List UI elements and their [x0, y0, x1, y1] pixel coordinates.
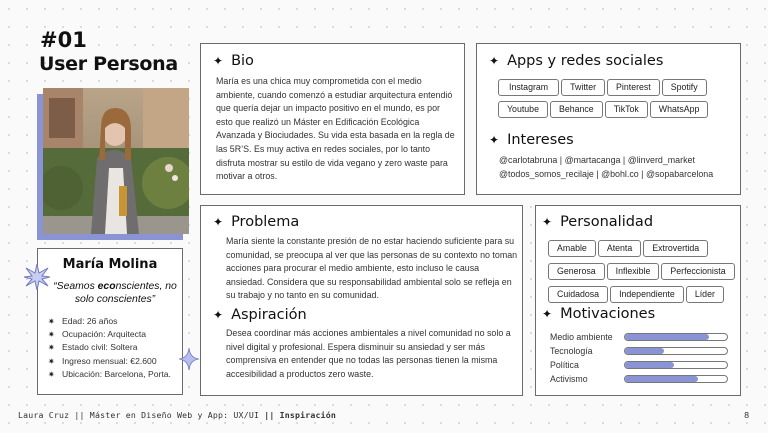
problem-text: María siente la constante presión de no estar haciendo suficiente para su comunidad, se preocupa al ver que las personas de su contexto no toman acciones para procurar el medio ambiente, esto incluso le causa ansiedad. Considera que su responsabilidad ambiental solo se refleja en su trabajo y no tanto en su comunidad.	[226, 236, 518, 301]
motivations-heading	[542, 306, 655, 322]
app-tag: TikTok	[605, 101, 648, 118]
apps-title: Apps y redes sociales	[507, 53, 664, 69]
motivations-title: Motivaciones	[560, 306, 656, 322]
apps-tags	[498, 77, 738, 121]
apps-heading	[489, 53, 663, 69]
motivation-row	[550, 344, 728, 358]
footer-credits	[18, 410, 336, 420]
aspiration-text: Desea coordinar más acciones ambientales a nivel comunidad no solo a nivel digital y profesional. Espera disminuir su ansiedad y ser más comprensiva en entender que no todas las personas tienen la misma accesibilidad a productos zero waste.	[226, 328, 511, 379]
trait-tag: Generosa	[548, 263, 605, 280]
app-tag: WhatsApp	[650, 101, 709, 118]
personality-row	[548, 284, 740, 306]
apps-card	[476, 43, 741, 195]
persona-number: #01	[40, 28, 87, 52]
bio-card	[200, 43, 465, 195]
page-number: 8	[744, 410, 750, 420]
star-icon: ✦	[213, 54, 224, 68]
persona-name: María Molina	[62, 257, 158, 272]
trait-tag: Extrovertida	[643, 240, 708, 257]
app-tag: Instagram	[498, 79, 559, 96]
interests-title: Intereses	[507, 132, 574, 148]
bullet-icon: ✷	[48, 330, 55, 340]
fact-item: ✷ Estado civil: Soltera	[48, 341, 180, 354]
motivation-fill	[625, 376, 698, 382]
profile-photo-image	[43, 88, 189, 234]
apps-row	[498, 99, 738, 121]
page-title: User Persona	[39, 53, 178, 75]
trait-tag: Amable	[548, 240, 596, 257]
trait-tag: Independiente	[610, 286, 684, 303]
motivation-track	[624, 375, 728, 383]
app-tag: Twitter	[561, 79, 605, 96]
motivation-row	[550, 372, 728, 386]
app-tag: Youtube	[498, 101, 548, 118]
motivation-track	[624, 333, 728, 341]
fact-item: ✷ Ubicación: Barcelona, Porta.	[48, 368, 180, 381]
motivation-fill	[625, 362, 674, 368]
app-tag: Behance	[550, 101, 603, 118]
personality-tags	[548, 238, 740, 306]
personality-row	[548, 261, 740, 283]
quote-bold: eco	[97, 281, 116, 292]
profile-card	[37, 248, 183, 395]
trait-tag: Atenta	[598, 240, 641, 257]
persona-facts	[48, 315, 180, 381]
trait-tag: Perfeccionista	[661, 263, 734, 280]
star-icon: ✦	[542, 215, 553, 229]
motivation-label: Medio ambiente	[550, 332, 613, 342]
motivation-fill	[625, 348, 664, 354]
quote-pre: “Seamos	[53, 281, 98, 292]
bullet-icon: ✷	[48, 369, 55, 379]
star-icon: ✦	[489, 54, 500, 68]
personality-title: Personalidad	[560, 214, 654, 230]
bio-text: María es una chica muy comprometida con el medio ambiente, cuando comenzó a estudiar arquitectura entendió que quería dejar un impacto positivo en el mundo, es por esto que realizó un Máster en Edificación Ecológica Avanzada y Biociudades. Su vida esta basada en la regla de las 5R’S. Es muy activa en redes sociales, por lo tanto disfruta mostrar su estilo de vida vegano y zero waste para motivar a otros.	[216, 76, 455, 182]
trait-tag: Líder	[686, 286, 724, 303]
motivation-track	[624, 361, 728, 369]
star-icon: ✦	[489, 133, 500, 147]
aspiration-title: Aspiración	[231, 307, 307, 323]
star-icon: ✦	[213, 215, 224, 229]
sparkle-icon	[179, 348, 199, 370]
trait-tag: Inflexible	[607, 263, 660, 280]
personality-row	[548, 238, 740, 260]
app-tag: Pinterest	[607, 79, 660, 96]
trait-tag: Cuidadosa	[548, 286, 608, 303]
footer-section: || Inspiración	[264, 410, 337, 420]
footer-text: Laura Cruz || Máster en Diseño Web y App: UX/UI	[18, 410, 265, 420]
personality-heading	[542, 214, 653, 230]
fact-item: ✷ Ocupación: Arquitecta	[48, 328, 180, 341]
motivation-row	[550, 330, 728, 344]
fact-item: ✷ Ingreso mensual: €2.600	[48, 355, 180, 368]
bullet-icon: ✷	[48, 317, 55, 326]
motivation-track	[624, 347, 728, 355]
bio-heading	[213, 53, 254, 69]
star-icon: ✦	[542, 307, 553, 321]
motivation-label: Política	[550, 360, 579, 370]
problem-heading	[213, 214, 299, 230]
quote-post: nscientes, no solo conscientes”	[74, 281, 177, 305]
profile-photo	[43, 88, 189, 234]
star-icon: ✦	[213, 308, 224, 322]
bullet-icon: ✷	[48, 356, 55, 366]
motivation-label: Tecnología	[550, 346, 593, 356]
starburst-icon	[24, 264, 50, 290]
motivation-fill	[625, 334, 709, 340]
interests-line-1: @carlotabruna | @martacanga | @linverd_market	[499, 155, 695, 165]
motivations-list	[550, 330, 728, 386]
persona-quote	[52, 280, 178, 306]
fact-item: ✷ Edad: 26 años	[48, 315, 180, 328]
interests-heading	[489, 132, 574, 148]
bullet-icon: ✷	[48, 343, 55, 353]
app-tag: Spotify	[662, 79, 707, 96]
problem-card	[200, 205, 523, 396]
motivation-row	[550, 358, 728, 372]
personality-card	[535, 205, 741, 396]
bio-title: Bio	[231, 53, 254, 69]
apps-row	[498, 77, 738, 99]
motivation-label: Activismo	[550, 374, 588, 384]
problem-title: Problema	[231, 214, 300, 230]
aspiration-heading	[213, 307, 307, 323]
interests-line-2: @todos_somos_recilaje | @bohl.co | @sopabarcelona	[499, 169, 714, 179]
